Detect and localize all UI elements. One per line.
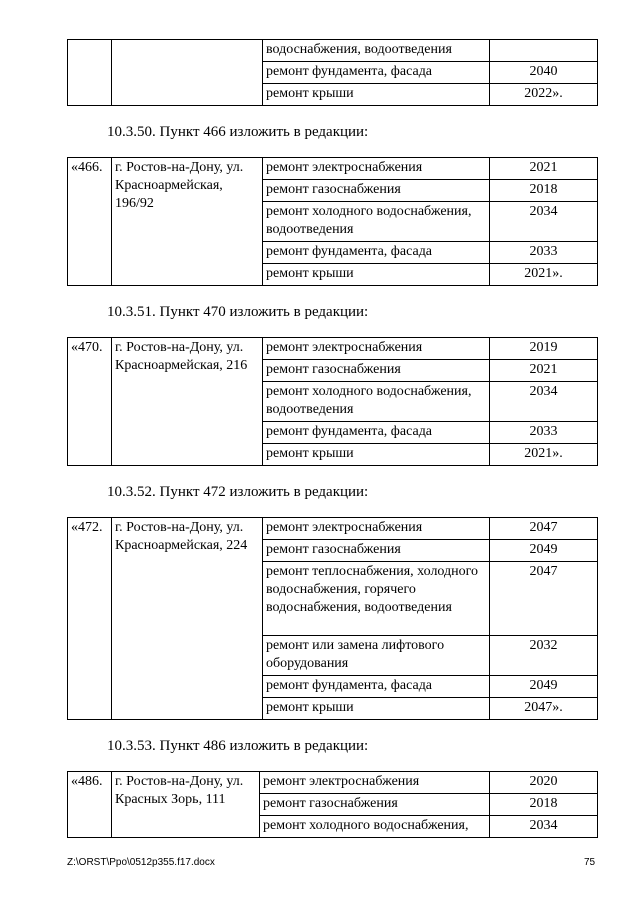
table-row (68, 772, 598, 794)
year-cell: 2047». (490, 698, 598, 720)
work-cell: ремонт электроснабжения (263, 338, 490, 360)
work-cell: ремонт фундамента, фасада (263, 242, 490, 264)
work-cell: ремонт крыши (263, 264, 490, 286)
year-cell: 2033 (490, 242, 598, 264)
work-cell: ремонт электроснабжения (260, 772, 490, 794)
year-cell: 2049 (490, 540, 598, 562)
section-heading-472: 10.3.52. Пункт 472 изложить в редакции: (107, 484, 369, 500)
item-number: «470. (68, 338, 112, 466)
year-cell: 2022». (490, 84, 598, 106)
work-cell: ремонт электроснабжения (263, 158, 490, 180)
work-cell: ремонт газоснабжения (263, 180, 490, 202)
item-number: «486. (68, 772, 112, 838)
work-cell: ремонт или замена лифтового оборудования (263, 636, 490, 676)
year-cell (490, 40, 598, 62)
year-cell: 2021». (490, 264, 598, 286)
address-cell: г. Ростов-на-Дону, ул. Красноармейская, 216 (112, 338, 263, 466)
work-cell: ремонт холодного водоснабжения, водоотведения (263, 202, 490, 242)
address-cell: г. Ростов-на-Дону, ул. Красных Зорь, 111 (112, 772, 260, 838)
table-472 (67, 517, 598, 720)
year-cell: 2049 (490, 676, 598, 698)
footer-page-number: 75 (584, 857, 596, 868)
year-cell: 2047 (490, 518, 598, 540)
work-cell: ремонт холодного водоснабжения, (260, 816, 490, 838)
work-cell: ремонт крыши (263, 698, 490, 720)
work-cell: ремонт холодного водоснабжения, водоотведения (263, 382, 490, 422)
work-cell: ремонт фундамента, фасада (263, 422, 490, 444)
year-cell: 2040 (490, 62, 598, 84)
year-cell: 2021 (490, 158, 598, 180)
work-cell: ремонт газоснабжения (263, 360, 490, 382)
section-heading-466: 10.3.50. Пункт 466 изложить в редакции: (107, 124, 369, 140)
address-cell (112, 40, 263, 106)
work-cell: ремонт газоснабжения (260, 794, 490, 816)
section-heading-486: 10.3.53. Пункт 486 изложить в редакции: (107, 738, 369, 754)
year-cell: 2018 (490, 180, 598, 202)
work-cell: ремонт фундамента, фасада (263, 676, 490, 698)
table-row (68, 40, 598, 62)
table-486 (67, 771, 598, 838)
address-cell: г. Ростов-на-Дону, ул. Красноармейская, 196/92 (112, 158, 263, 286)
continuation-table (67, 39, 598, 106)
year-cell: 2021 (490, 360, 598, 382)
year-cell: 2018 (490, 794, 598, 816)
year-cell: 2021». (490, 444, 598, 466)
year-cell: 2034 (490, 382, 598, 422)
work-cell: водоснабжения, водоотведения (263, 40, 490, 62)
work-cell: ремонт крыши (263, 444, 490, 466)
work-cell: ремонт крыши (263, 84, 490, 106)
table-row (68, 338, 598, 360)
footer-file-path: Z:\ORST\Ppo\0512p355.f17.docx (67, 857, 215, 868)
number-cell (68, 40, 112, 106)
year-cell: 2034 (490, 202, 598, 242)
year-cell: 2020 (490, 772, 598, 794)
work-cell: ремонт газоснабжения (263, 540, 490, 562)
section-heading-470: 10.3.51. Пункт 470 изложить в редакции: (107, 304, 369, 320)
table-row (68, 158, 598, 180)
year-cell: 2047 (490, 562, 598, 636)
work-cell: ремонт теплоснабжения, холодного водоснабжения, горячего водоснабжения, водоотведения (263, 562, 490, 636)
item-number: «466. (68, 158, 112, 286)
table-row (68, 518, 598, 540)
address-cell: г. Ростов-на-Дону, ул. Красноармейская, 224 (112, 518, 263, 720)
year-cell: 2032 (490, 636, 598, 676)
item-number: «472. (68, 518, 112, 720)
year-cell: 2019 (490, 338, 598, 360)
work-cell: ремонт фундамента, фасада (263, 62, 490, 84)
work-cell: ремонт электроснабжения (263, 518, 490, 540)
year-cell: 2033 (490, 422, 598, 444)
table-470 (67, 337, 598, 466)
year-cell: 2034 (490, 816, 598, 838)
table-466 (67, 157, 598, 286)
